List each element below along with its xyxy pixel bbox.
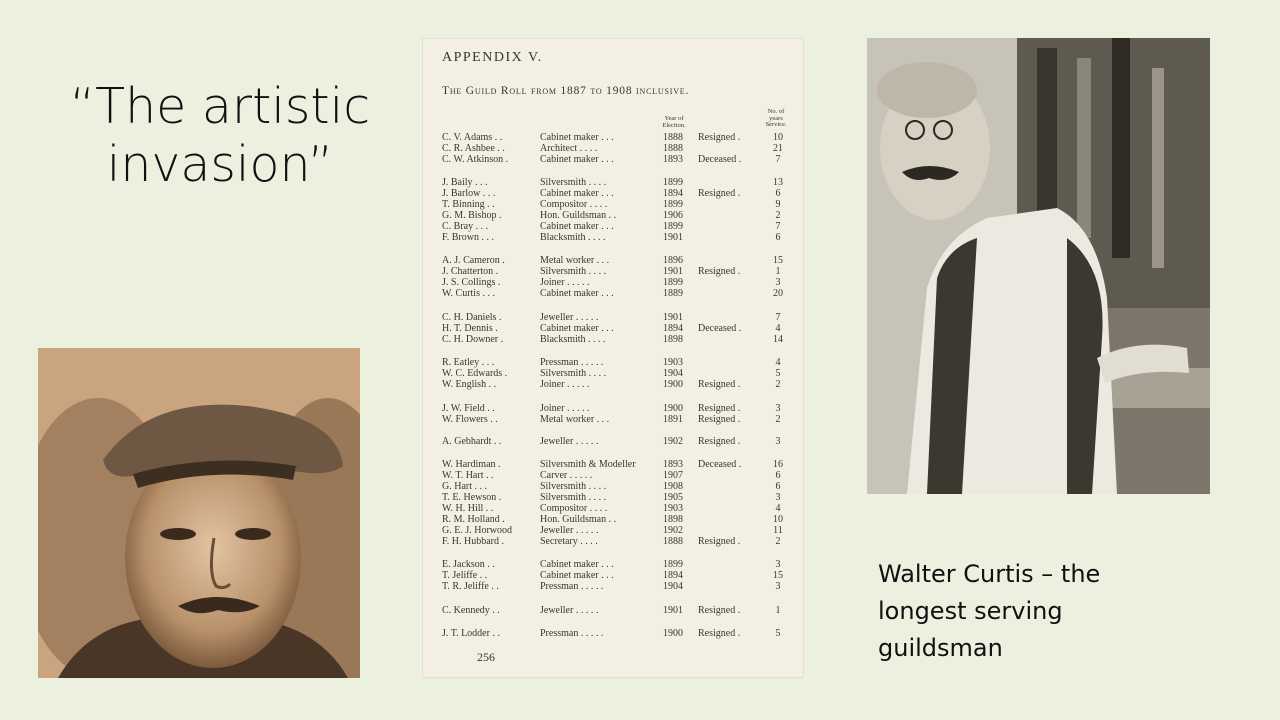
photo-caption bbox=[878, 556, 1178, 667]
status: Resigned . bbox=[698, 379, 741, 390]
occupation: Silversmith . . . . bbox=[540, 177, 607, 188]
years-service: 3 bbox=[775, 492, 781, 503]
column-header-year: Year of Election. bbox=[662, 115, 686, 129]
status: Deceased . bbox=[698, 323, 742, 334]
guild-roll-heading: The Guild Roll from 1887 to 1908 inclusive. bbox=[442, 85, 690, 97]
status: Resigned . bbox=[698, 403, 741, 414]
years-service: 10 bbox=[773, 514, 783, 525]
table-row bbox=[422, 288, 804, 299]
table-row bbox=[422, 312, 804, 323]
caption-line-1: Walter Curtis – the bbox=[878, 560, 1101, 588]
years-service: 6 bbox=[775, 481, 781, 492]
slide-title bbox=[60, 78, 380, 194]
member-name: A. J. Cameron . bbox=[442, 255, 505, 266]
occupation: Joiner . . . . . bbox=[540, 277, 590, 288]
occupation: Silversmith . . . . bbox=[540, 266, 607, 277]
status: Deceased . bbox=[698, 154, 742, 165]
years-service: 6 bbox=[775, 188, 781, 199]
election-year: 1898 bbox=[663, 514, 683, 525]
years-service: 13 bbox=[773, 177, 783, 188]
election-year: 1904 bbox=[663, 368, 683, 379]
table-row bbox=[422, 210, 804, 221]
occupation: Cabinet maker . . . bbox=[540, 132, 614, 143]
years-service: 15 bbox=[773, 255, 783, 266]
election-year: 1894 bbox=[663, 188, 683, 199]
member-name: A. Gebhardt . . bbox=[442, 436, 502, 447]
table-row bbox=[422, 481, 804, 492]
table-row bbox=[422, 132, 804, 143]
table-row bbox=[422, 581, 804, 592]
table-row bbox=[422, 628, 804, 639]
table-row bbox=[422, 143, 804, 154]
election-year: 1901 bbox=[663, 232, 683, 243]
election-year: 1899 bbox=[663, 559, 683, 570]
member-name: C. Bray . . . bbox=[442, 221, 489, 232]
years-service: 3 bbox=[775, 277, 781, 288]
occupation: Joiner . . . . . bbox=[540, 403, 590, 414]
occupation: Cabinet maker . . . bbox=[540, 154, 614, 165]
member-name: G. E. J. Horwood bbox=[442, 525, 512, 536]
election-year: 1903 bbox=[663, 357, 683, 368]
election-year: 1900 bbox=[663, 403, 683, 414]
election-year: 1899 bbox=[663, 199, 683, 210]
election-year: 1902 bbox=[663, 525, 683, 536]
occupation: Cabinet maker . . . bbox=[540, 570, 614, 581]
years-service: 4 bbox=[775, 503, 781, 514]
workshop-photo-right bbox=[867, 38, 1210, 494]
occupation: Jeweller . . . . . bbox=[540, 436, 599, 447]
table-row bbox=[422, 514, 804, 525]
occupation: Pressman . . . . . bbox=[540, 581, 604, 592]
years-service: 1 bbox=[775, 266, 781, 277]
member-name: J. W. Field . . bbox=[442, 403, 495, 414]
occupation: Silversmith & Modeller bbox=[540, 459, 636, 470]
election-year: 1899 bbox=[663, 177, 683, 188]
member-name: C. Kennedy . . bbox=[442, 605, 500, 616]
election-year: 1901 bbox=[663, 266, 683, 277]
election-year: 1889 bbox=[663, 288, 683, 299]
election-year: 1904 bbox=[663, 581, 683, 592]
caption-line-3: guildsman bbox=[878, 634, 1003, 662]
election-year: 1900 bbox=[663, 628, 683, 639]
election-year: 1901 bbox=[663, 605, 683, 616]
years-service: 7 bbox=[775, 154, 781, 165]
years-service: 3 bbox=[775, 559, 781, 570]
member-name: T. Jeliffe . . bbox=[442, 570, 488, 581]
member-name: G. Hart . . . bbox=[442, 481, 487, 492]
member-name: R. Eatley . . . bbox=[442, 357, 495, 368]
portrait-illustration bbox=[38, 348, 360, 678]
member-name: C. W. Atkinson . bbox=[442, 154, 509, 165]
occupation: Cabinet maker . . . bbox=[540, 559, 614, 570]
member-name: J. Barlow . . . bbox=[442, 188, 496, 199]
election-year: 1898 bbox=[663, 334, 683, 345]
occupation: Hon. Guildsman . . bbox=[540, 210, 617, 221]
member-name: J. T. Lodder . . bbox=[442, 628, 500, 639]
title-line-2: invasion” bbox=[106, 136, 334, 193]
occupation: Jeweller . . . . . bbox=[540, 312, 599, 323]
table-row bbox=[422, 177, 804, 188]
years-service: 2 bbox=[775, 414, 781, 425]
status: Resigned . bbox=[698, 436, 741, 447]
election-year: 1903 bbox=[663, 503, 683, 514]
election-year: 1899 bbox=[663, 277, 683, 288]
occupation: Secretary . . . . bbox=[540, 536, 598, 547]
member-name: G. M. Bishop . bbox=[442, 210, 502, 221]
member-name: W. C. Edwards . bbox=[442, 368, 508, 379]
years-service: 11 bbox=[773, 525, 783, 536]
occupation: Jeweller . . . . . bbox=[540, 525, 599, 536]
occupation: Compositor . . . . bbox=[540, 199, 608, 210]
table-row bbox=[422, 368, 804, 379]
table-row bbox=[422, 232, 804, 243]
occupation: Cabinet maker . . . bbox=[540, 288, 614, 299]
status: Resigned . bbox=[698, 536, 741, 547]
election-year: 1901 bbox=[663, 312, 683, 323]
occupation: Joiner . . . . . bbox=[540, 379, 590, 390]
status: Resigned . bbox=[698, 414, 741, 425]
member-name: J. S. Collings . bbox=[442, 277, 501, 288]
election-year: 1900 bbox=[663, 379, 683, 390]
member-name: C. R. Ashbee . . bbox=[442, 143, 505, 154]
status: Resigned . bbox=[698, 628, 741, 639]
table-row bbox=[422, 277, 804, 288]
years-service: 7 bbox=[775, 221, 781, 232]
member-name: R. M. Holland . bbox=[442, 514, 505, 525]
occupation: Architect . . . . bbox=[540, 143, 598, 154]
table-row bbox=[422, 492, 804, 503]
member-name: C. H. Downer . bbox=[442, 334, 504, 345]
years-service: 21 bbox=[773, 143, 783, 154]
guild-roll-document bbox=[422, 38, 804, 678]
portrait-photo-left bbox=[38, 348, 360, 678]
years-service: 9 bbox=[775, 199, 781, 210]
election-year: 1888 bbox=[663, 143, 683, 154]
occupation: Cabinet maker . . . bbox=[540, 221, 614, 232]
occupation: Silversmith . . . . bbox=[540, 481, 607, 492]
election-year: 1908 bbox=[663, 481, 683, 492]
member-name: H. T. Dennis . bbox=[442, 323, 498, 334]
table-row bbox=[422, 379, 804, 390]
workshop-illustration bbox=[867, 38, 1210, 494]
table-row bbox=[422, 470, 804, 481]
years-service: 7 bbox=[775, 312, 781, 323]
member-name: W. Flowers . . bbox=[442, 414, 498, 425]
occupation: Compositor . . . . bbox=[540, 503, 608, 514]
page-number: 256 bbox=[477, 650, 495, 664]
election-year: 1906 bbox=[663, 210, 683, 221]
member-name: W. H. Hill . . bbox=[442, 503, 494, 514]
occupation: Cabinet maker . . . bbox=[540, 323, 614, 334]
member-name: E. Jackson . . bbox=[442, 559, 495, 570]
years-service: 6 bbox=[775, 232, 781, 243]
years-service: 2 bbox=[775, 536, 781, 547]
member-name: C. V. Adams . . bbox=[442, 132, 503, 143]
election-year: 1894 bbox=[663, 323, 683, 334]
table-row bbox=[422, 414, 804, 425]
member-name: J. Chatterton . bbox=[442, 266, 499, 277]
caption-line-2: longest serving bbox=[878, 597, 1063, 625]
status: Resigned . bbox=[698, 188, 741, 199]
table-row bbox=[422, 221, 804, 232]
occupation: Silversmith . . . . bbox=[540, 368, 607, 379]
years-service: 16 bbox=[773, 459, 783, 470]
table-row bbox=[422, 357, 804, 368]
years-service: 3 bbox=[775, 403, 781, 414]
election-year: 1888 bbox=[663, 536, 683, 547]
occupation: Hon. Guildsman . . bbox=[540, 514, 617, 525]
election-year: 1905 bbox=[663, 492, 683, 503]
years-service: 6 bbox=[775, 470, 781, 481]
appendix-heading: APPENDIX V. bbox=[442, 50, 543, 65]
member-name: W. Hardiman . bbox=[442, 459, 501, 470]
table-row bbox=[422, 605, 804, 616]
election-year: 1888 bbox=[663, 132, 683, 143]
member-name: C. H. Daniels . bbox=[442, 312, 502, 323]
election-year: 1902 bbox=[663, 436, 683, 447]
occupation: Silversmith . . . . bbox=[540, 492, 607, 503]
table-row bbox=[422, 154, 804, 165]
status: Resigned . bbox=[698, 266, 741, 277]
member-name: W. English . . bbox=[442, 379, 497, 390]
occupation: Blacksmith . . . . bbox=[540, 232, 606, 243]
election-year: 1893 bbox=[663, 459, 683, 470]
table-row bbox=[422, 436, 804, 447]
table-row bbox=[422, 255, 804, 266]
occupation: Metal worker . . . bbox=[540, 255, 610, 266]
occupation: Pressman . . . . . bbox=[540, 628, 604, 639]
table-row bbox=[422, 570, 804, 581]
table-row bbox=[422, 403, 804, 414]
years-service: 14 bbox=[773, 334, 783, 345]
status: Resigned . bbox=[698, 605, 741, 616]
years-service: 3 bbox=[775, 581, 781, 592]
occupation: Jeweller . . . . . bbox=[540, 605, 599, 616]
years-service: 10 bbox=[773, 132, 783, 143]
member-name: J. Baily . . . bbox=[442, 177, 488, 188]
table-row bbox=[422, 323, 804, 334]
member-name: F. Brown . . . bbox=[442, 232, 494, 243]
election-year: 1894 bbox=[663, 570, 683, 581]
member-name: W. Curtis . . . bbox=[442, 288, 495, 299]
title-line-1: “The artistic bbox=[69, 78, 371, 135]
member-name: T. Binning . . bbox=[442, 199, 495, 210]
table-row bbox=[422, 536, 804, 547]
occupation: Pressman . . . . . bbox=[540, 357, 604, 368]
status: Deceased . bbox=[698, 459, 742, 470]
table-row bbox=[422, 525, 804, 536]
election-year: 1893 bbox=[663, 154, 683, 165]
occupation: Metal worker . . . bbox=[540, 414, 610, 425]
years-service: 2 bbox=[775, 379, 781, 390]
member-name: T. R. Jeliffe . . bbox=[442, 581, 499, 592]
occupation: Cabinet maker . . . bbox=[540, 188, 614, 199]
years-service: 2 bbox=[775, 210, 781, 221]
years-service: 20 bbox=[773, 288, 783, 299]
table-row bbox=[422, 266, 804, 277]
occupation: Carver . . . . . bbox=[540, 470, 593, 481]
years-service: 1 bbox=[775, 605, 781, 616]
table-row bbox=[422, 503, 804, 514]
years-service: 5 bbox=[775, 368, 781, 379]
member-name: W. T. Hart . . bbox=[442, 470, 494, 481]
occupation: Blacksmith . . . . bbox=[540, 334, 606, 345]
election-year: 1907 bbox=[663, 470, 683, 481]
years-service: 4 bbox=[775, 323, 781, 334]
table-row bbox=[422, 459, 804, 470]
table-row bbox=[422, 334, 804, 345]
member-name: T. E. Hewson . bbox=[442, 492, 502, 503]
election-year: 1899 bbox=[663, 221, 683, 232]
election-year: 1896 bbox=[663, 255, 683, 266]
table-row bbox=[422, 559, 804, 570]
years-service: 5 bbox=[775, 628, 781, 639]
years-service: 4 bbox=[775, 357, 781, 368]
years-service: 15 bbox=[773, 570, 783, 581]
election-year: 1891 bbox=[663, 414, 683, 425]
table-row bbox=[422, 188, 804, 199]
table-row bbox=[422, 199, 804, 210]
member-name: F. H. Hubbard . bbox=[442, 536, 504, 547]
status: Resigned . bbox=[698, 132, 741, 143]
years-service: 3 bbox=[775, 436, 781, 447]
column-header-service: No. of years Service. bbox=[765, 108, 787, 128]
